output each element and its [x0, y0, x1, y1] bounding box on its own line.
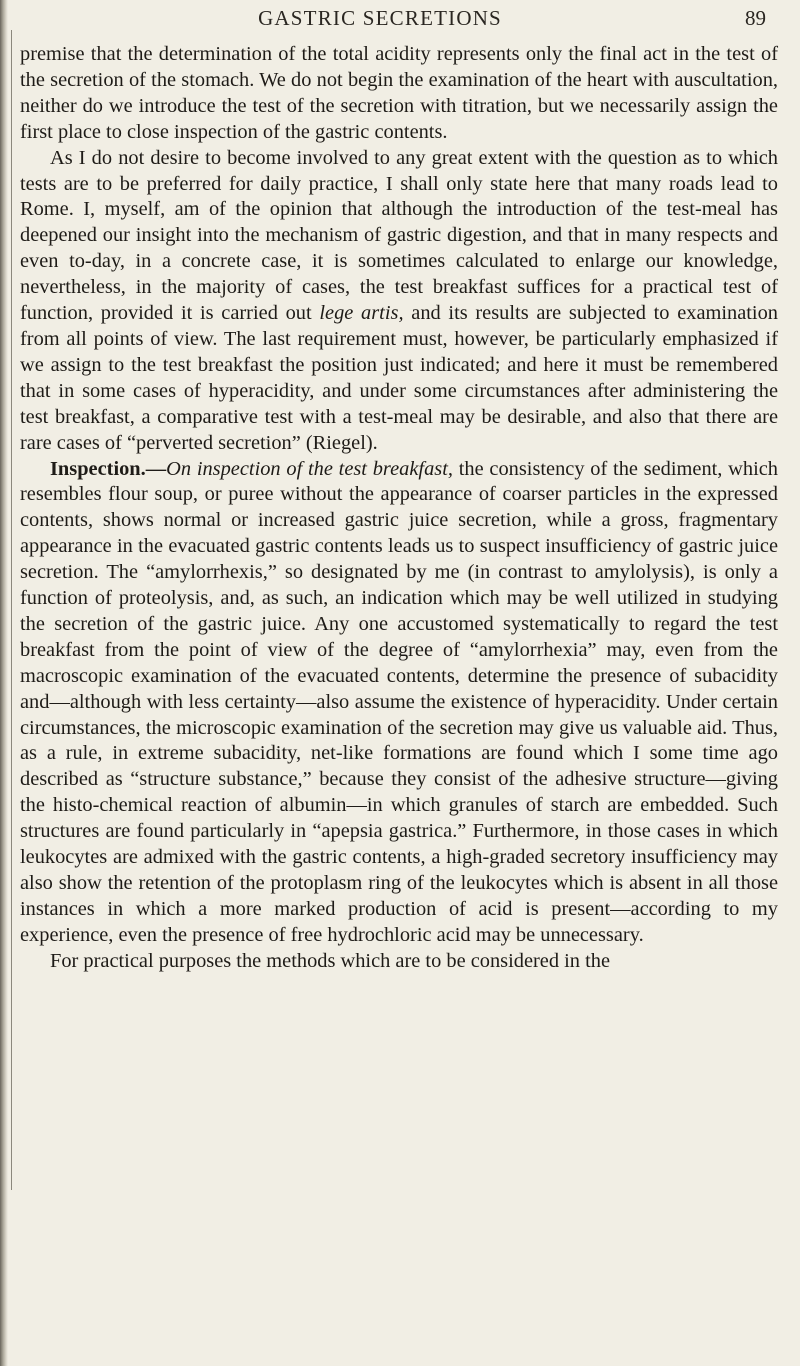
binding-gutter — [0, 0, 8, 1366]
page-number: 89 — [745, 6, 766, 30]
paragraph-2 — [20, 146, 778, 457]
paragraph-1-text: premise that the determination of the total acidity represents only the final act in the test of the secretion of the stomach. We do not begin the examination of the heart with auscultation, neither do we introduce the test of the secretion with titration, but we necessarily assign the first place to close inspection of the gastric contents. — [20, 43, 778, 143]
gutter-shadow-line — [11, 30, 12, 1190]
paragraph-3 — [20, 457, 778, 949]
running-head-title: GASTRIC SECRETIONS — [258, 6, 502, 30]
running-head — [20, 4, 780, 34]
paragraph-3-text: the consistency of the sediment, which resembles flour soup, or puree without the appearance of coarser particles in the expressed contents, shows normal or increased gastric juice secretion, while a gross, fragmentary appearance in the evacuated gastric contents leads us to suspect insufficiency of gastric juice secretion. The “amylorrhexis,” so designated by me (in contrast to amylolysis), is only a function of proteolysis, and, as such, an indication which may be well utilized in studying the secretion of the gastric juice. Any one accustomed systematically to regard the test breakfast from the point of view of the degree of “amylorrhexia” may, even from the macroscopic examination of the evacuated contents, determine the presence of subacidity and—although with less certainty—also assume the existence of hyperacidity. Under certain circumstances, the microscopic examination of the secretion may give us valuable aid. Thus, as a rule, in extreme subacidity, net-like formations are found which I some time ago described as “structure substance,” because they consist of the adhesive structure—giving the histo-chemical reaction of albumin—in which granules of starch are embedded. Such structures are found particularly in “apepsia gastrica.” Furthermore, in those cases in which leukocytes are admixed with the gastric contents, a high-graded secretory insufficiency may also show the retention of the protoplasm ring of the leukocytes which is absent in all those instances in which a more marked production of acid is present—according to my experience, even the presence of free hydrochloric acid may be unnecessary. — [20, 457, 778, 946]
body-text — [20, 42, 778, 975]
section-heading-inspection: Inspection.— — [50, 457, 167, 480]
paragraph-2-continuation: and its results are subjected to examination from all points of view. The last requirement must, however, be particularly emphasized if we assign to the test breakfast the position just indicated; and here it must be remembered that in some cases of hyperacidity, and under some circumstances after administering the test breakfast, a comparative test with a test-meal may be desirable, and also that there are rare cases of “perverted secretion” (Riegel). — [20, 302, 778, 454]
paragraph-4-text: For practical purposes the methods which are to be considered in the — [50, 949, 611, 972]
paragraph-3-italic-lead: On inspection of the test breakfast, — [166, 457, 453, 480]
paragraph-2-latin-phrase: lege artis, — [319, 302, 404, 325]
paragraph-2-text: As I do not desire to become involved to any great extent with the question as to which tests are to be preferred for daily practice, I shall only state here that many roads lead to Rome. I, myself, am of the opinion that although the introduction of the test-meal has deepened our insight into the mechanism of gastric digestion, and that in many respects and even to-day, in a concrete case, it is sometimes calculated to enlarge our knowledge, nevertheless, in the majority of cases, the test breakfast suffices for a practical test of function, provided it is carried out — [20, 146, 778, 325]
paragraph-1 — [20, 42, 778, 146]
paragraph-4 — [20, 949, 778, 975]
